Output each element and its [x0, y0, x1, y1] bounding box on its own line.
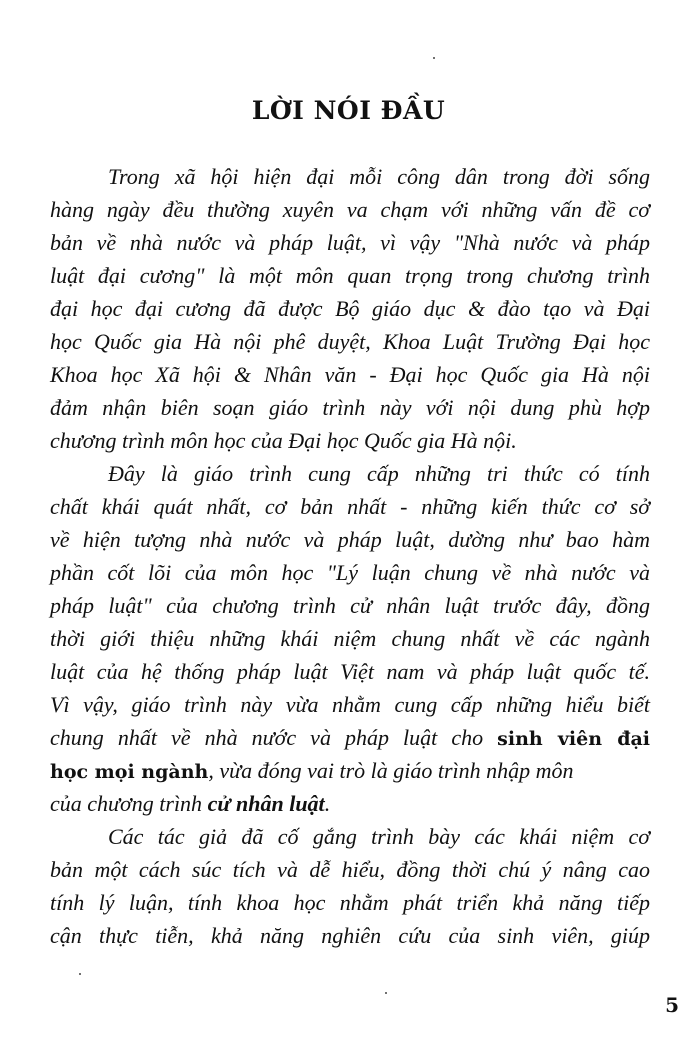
bold-text: học mọi ngành: [50, 761, 209, 783]
text-line: cận thực tiễn, khả năng nghiên cứu của sinh viên, giúp: [50, 923, 650, 948]
text-line: pháp luật" của chương trình cử nhân luật trước đây, đồng: [50, 593, 650, 618]
scan-speck: [433, 57, 435, 59]
text-segment: .: [324, 791, 331, 816]
text-line: tính lý luận, tính khoa học nhằm phát triển khả năng tiếp: [50, 890, 650, 915]
text-line: luật của hệ thống pháp luật Việt nam và pháp luật quốc tế.: [50, 659, 650, 684]
text-line: chất khái quát nhất, cơ bản nhất - những kiến thức cơ sở: [50, 494, 650, 519]
text-line-with-bold: [50, 758, 650, 785]
text-line: Trong xã hội hiện đại mỗi công dân trong đời sống: [108, 164, 650, 189]
text-line: đảm nhận biên soạn giáo trình này với nội dung phù hợp: [50, 395, 650, 420]
text-line: về hiện tượng nhà nước và pháp luật, dường như bao hàm: [50, 527, 650, 552]
text-segment: , vừa đóng vai trò là giáo trình nhập môn: [208, 758, 574, 783]
text-segment: của chương trình: [50, 791, 203, 816]
text-line: đại học đại cương đã được Bộ giáo dục & đào tạo và Đại: [50, 296, 650, 321]
text-line: Các tác giả đã cố gắng trình bày các khái niệm cơ: [108, 824, 650, 849]
page-number: 5: [665, 993, 679, 1017]
page-title: LỜI NÓI ĐẦU: [251, 96, 446, 125]
bold-text: sinh viên đại: [497, 728, 651, 750]
text-line: bản về nhà nước và pháp luật, vì vậy "Nhà nước và pháp: [50, 230, 650, 255]
text-line: Đây là giáo trình cung cấp những tri thức có tính: [108, 461, 650, 486]
text-segment: chung nhất về nhà nước và pháp luật cho: [50, 725, 484, 750]
text-line: phần cốt lõi của môn học "Lý luận chung về nhà nước và: [50, 560, 650, 585]
text-line: học Quốc gia Hà nội phê duyệt, Khoa Luật Trường Đại học: [50, 329, 650, 354]
text-line-with-bold: [50, 791, 650, 817]
bold-text: cử nhân luật: [207, 791, 325, 816]
text-line: bản một cách súc tích và dễ hiểu, đồng thời chú ý nâng cao: [50, 857, 650, 882]
text-line: luật đại cương" là một môn quan trọng trong chương trình: [50, 263, 650, 288]
scan-speck: [79, 973, 81, 975]
text-line-with-bold: [50, 725, 650, 752]
text-line: Khoa học Xã hội & Nhân văn - Đại học Quốc gia Hà nội: [50, 362, 650, 387]
text-line: Vì vậy, giáo trình này vừa nhằm cung cấp những hiểu biết: [50, 692, 650, 717]
text-line: hàng ngày đều thường xuyên va chạm với những vấn đề cơ: [50, 197, 650, 222]
text-line: thời giới thiệu những khái niệm chung nhất về các ngành: [50, 626, 650, 651]
text-line: chương trình môn học của Đại học Quốc gia Hà nội.: [50, 428, 517, 453]
scan-speck: [385, 992, 387, 994]
